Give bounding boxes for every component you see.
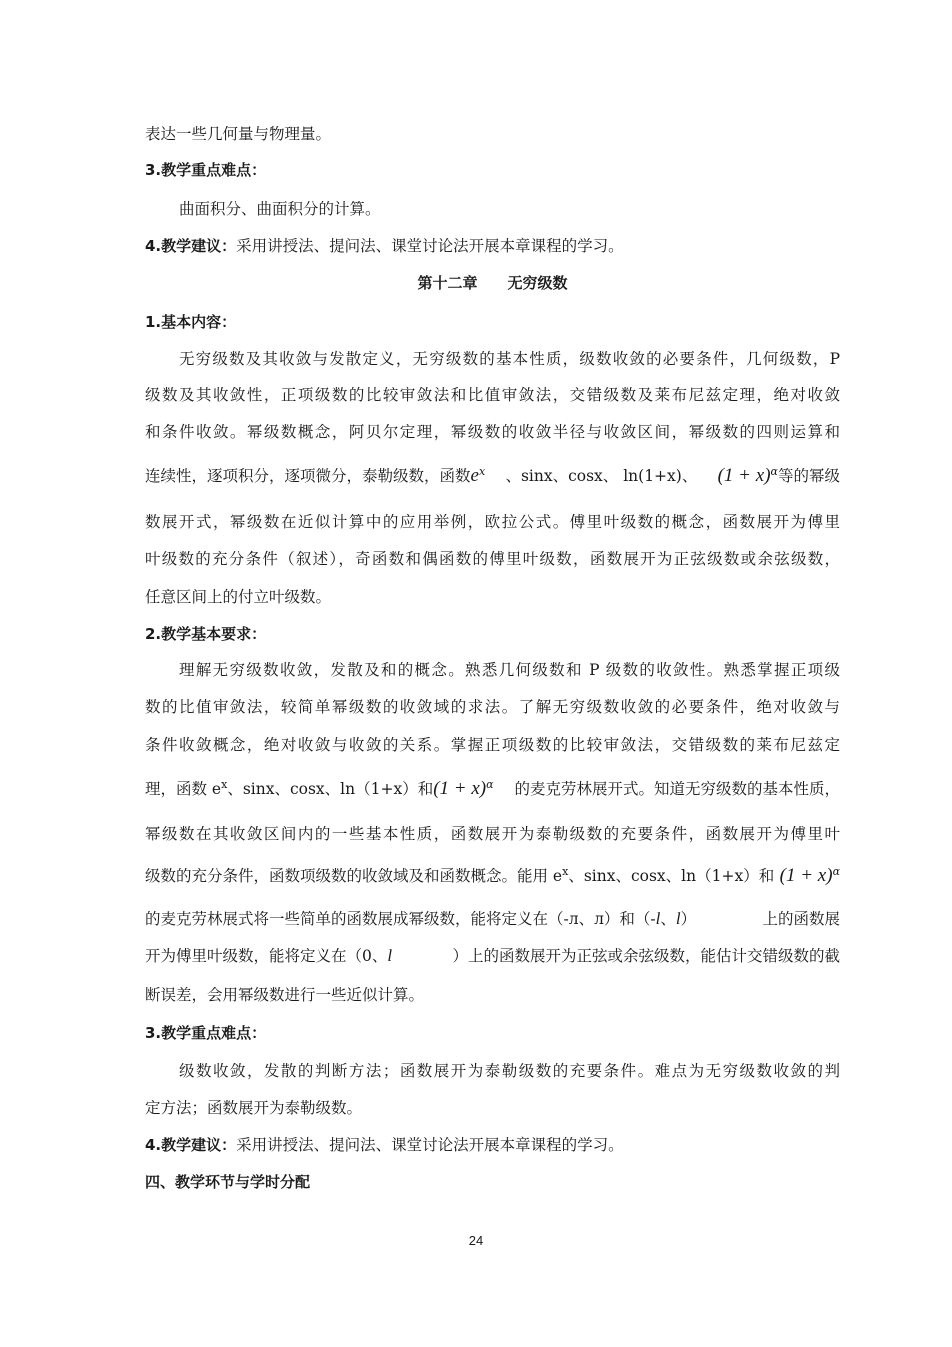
math-alpha: α (832, 864, 840, 878)
key-points-heading: 3.教学重点难点： (145, 1024, 267, 1042)
section-four-heading: 四、教学环节与学时分配 (145, 1173, 311, 1191)
requirements-line-6a: 级数的充分条件，函数项级数的收敛域及和函数概念。能用 $e^x$、sinx、cosx、ln（1+x）和 (145, 864, 775, 885)
intro-tail-text: 表达一些几何量与物理量。 (145, 125, 332, 143)
basic-requirements-heading: 2.教学基本要求： (145, 625, 267, 643)
requirements-line-2: 数的比值审敛法，较简单幂级数的收敛域的求法。了解无穷级数收敛的必要条件，绝对收敛与 (145, 698, 840, 716)
prev-suggestion-heading: 4.教学建议： (145, 237, 237, 255)
chapter-number: 第十二章 (417, 274, 478, 292)
chapter-title (145, 273, 840, 293)
requirements-line-9: 断误差，会用幂级数进行一些近似计算。 (145, 986, 425, 1004)
requirements-line-8b: ）上的函数展开为正弦或余弦级数，能估计交错级数的截 (452, 947, 840, 965)
basic-content-line-1: 无穷级数及其收敛与发散定义，无穷级数的基本性质，级数收敛的必要条件，几何级数，P (179, 350, 840, 368)
requirements-line-7b: 上的函数展 (762, 910, 840, 928)
requirements-line-7 (145, 909, 840, 929)
basic-content-line-4b: 、sinx、cosx、 ln(1+x)、 (505, 467, 698, 485)
basic-content-line-4a: 连续性，逐项积分，逐项微分，泰勒级数，函数$e^x$ (145, 464, 486, 486)
key-points-line-1: 级数收敛，发散的判断方法；函数展开为泰勒级数的充要条件。难点为无穷级数收敛的判 (179, 1062, 840, 1080)
math-alpha: α (486, 777, 494, 791)
basic-content-line-5: 数展开式，幂级数在近似计算中的应用举例，欧拉公式。傅里叶级数的概念，函数展开为傅里 (145, 513, 840, 531)
math-e: e (470, 465, 479, 486)
suggestion (145, 1135, 624, 1155)
math-one-plus-x: (1 + x) (433, 778, 487, 799)
suggestion-heading: 4.教学建议： (145, 1136, 237, 1154)
page-number: 24 (468, 1233, 484, 1248)
math-x-sup: x (221, 777, 228, 791)
math-one-plus-x: (1 + x) (717, 465, 771, 486)
basic-content-line-3: 和条件收敛。幂级数概念，阿贝尔定理，幂级数的收敛半径与收敛区间，幂级数的四则运算和 (145, 423, 840, 441)
requirements-line-4a: 理，函数 $e^x$、sinx、cosx、ln（1+x）和$(1 + x)^\alpha$ (145, 777, 494, 799)
requirements-line-1: 理解无穷级数收敛，发散及和的概念。熟悉几何级数和 P 级数的收敛性。熟悉掌握正项级 (179, 661, 840, 679)
basic-content-line-7: 任意区间上的付立叶级数。 (145, 588, 332, 606)
requirements-line-6b (780, 866, 840, 886)
prev-key-points-text: 曲面积分、曲面积分的计算。 (179, 200, 381, 218)
basic-content-heading: 1.基本内容： (145, 313, 237, 331)
math-one-plus-x: (1 + x) (779, 865, 833, 886)
requirements-line-8 (145, 946, 840, 966)
requirements-line-4c: 的麦克劳林展开式。知道无穷级数的基本性质， (514, 780, 840, 798)
requirements-line-6 (145, 866, 840, 886)
math-alpha: α (770, 464, 778, 478)
requirements-line-5: 幂级数在其收敛区间内的一些基本性质，函数展开为泰勒级数的充要条件，函数展开为傅里叶 (145, 825, 840, 843)
chapter-name: 无穷级数 (507, 274, 568, 292)
prev-suggestion (145, 236, 624, 256)
math-l: l (655, 909, 661, 928)
key-points-line-2: 定方法；函数展开为泰勒级数。 (145, 1099, 363, 1117)
requirements-line-8a: 开为傅里叶级数，能将定义在（0、l (145, 946, 393, 965)
basic-content-line-2: 级数及其收敛性，正项级数的比较审敛法和比值审敛法，交错级数及莱布尼兹定理，绝对收敛 (145, 386, 840, 404)
math-x-sup: x (562, 864, 569, 878)
basic-content-line-4c: $(1 + x)^\alpha$等的幂级 (717, 464, 840, 486)
requirements-line-3: 条件收敛概念，绝对收敛与收敛的关系。掌握正项级数的比较审敛法，交错级数的莱布尼兹定 (145, 736, 840, 754)
suggestion-text: 采用讲授法、提问法、课堂讨论法开展本章课程的学习。 (236, 1136, 624, 1154)
requirements-line-7a: 的麦克劳林展式将一些简单的函数展成幂级数，能将定义在（-л、л）和（-l、l） (145, 909, 697, 928)
requirements-line-4 (145, 779, 840, 799)
math-x-sup: x (478, 464, 486, 478)
prev-suggestion-text: 采用讲授法、提问法、课堂讨论法开展本章课程的学习。 (236, 237, 624, 255)
basic-content-line-4 (145, 466, 840, 486)
prev-key-points-heading: 3.教学重点难点： (145, 161, 267, 179)
math-l: l (387, 946, 393, 965)
math-l: l (675, 909, 681, 928)
basic-content-line-6: 叶级数的充分条件（叙述），奇函数和偶函数的傅里叶级数，函数展开为正弦级数或余弦级数， (145, 550, 840, 568)
